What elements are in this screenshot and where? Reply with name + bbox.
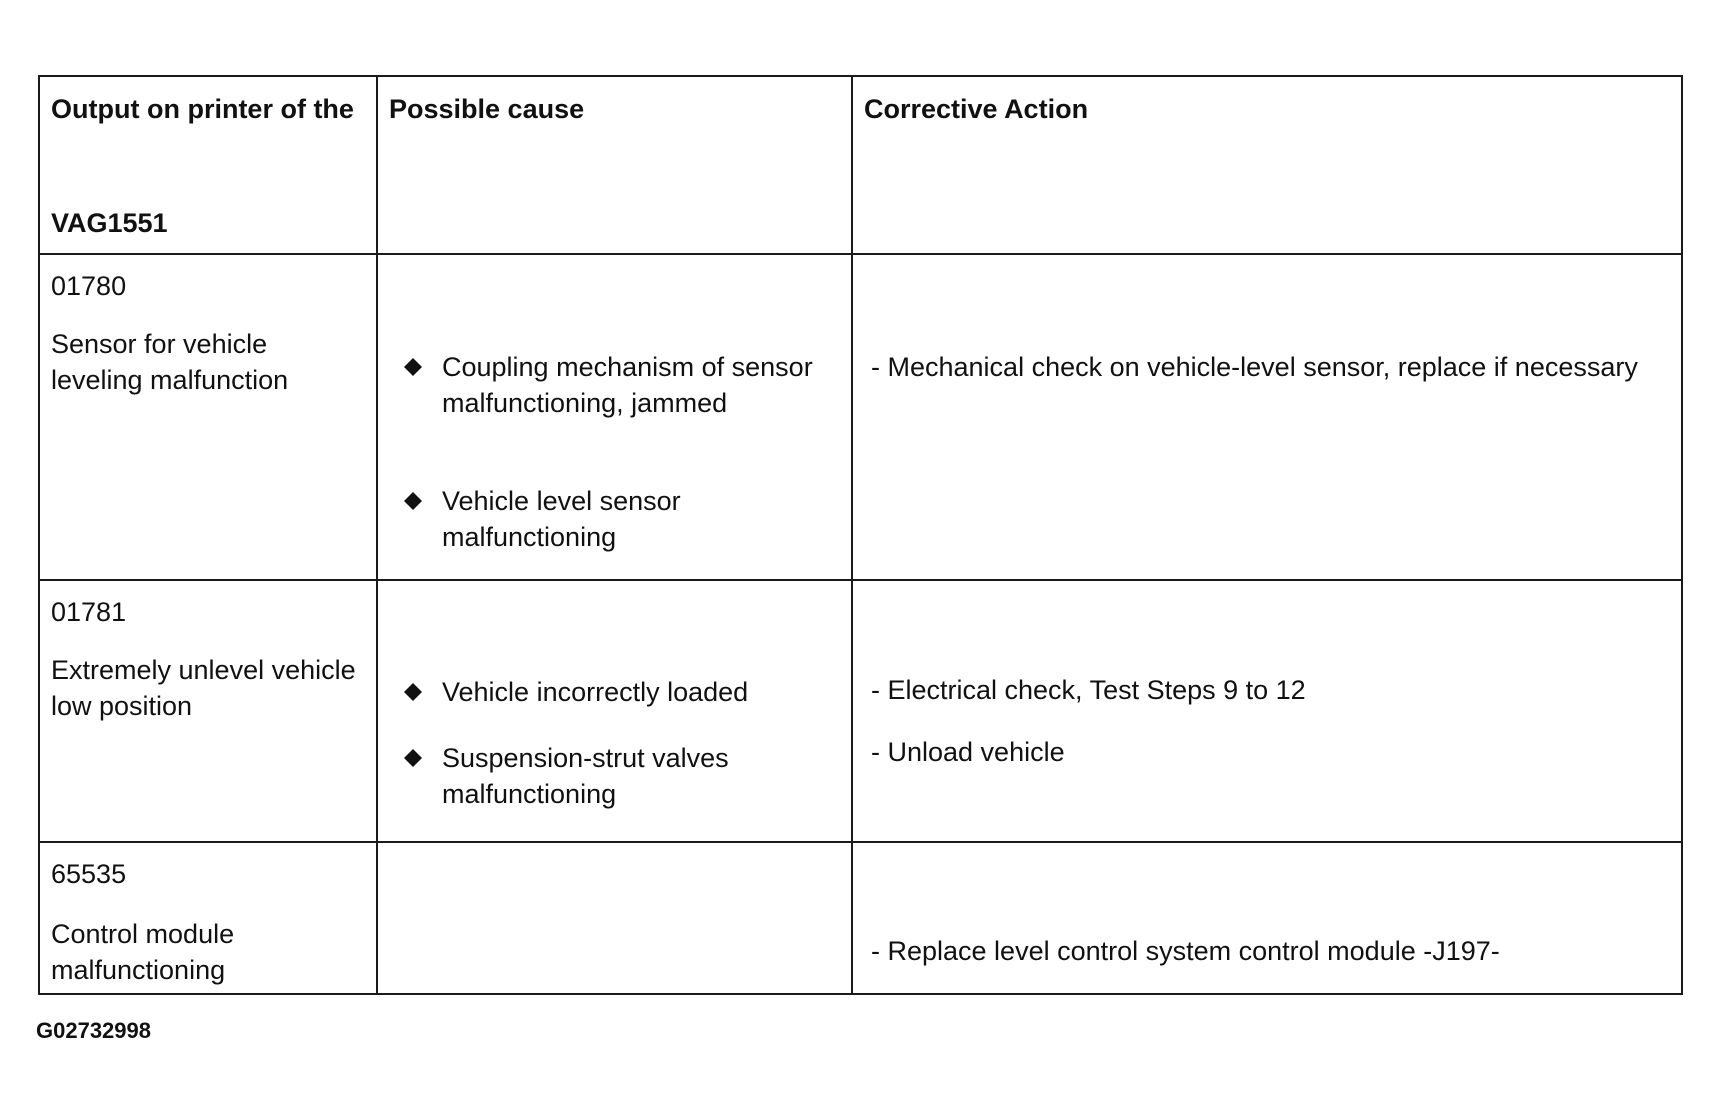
fault-description: Extremely unlevel vehicle low position	[51, 655, 356, 721]
cause-item	[400, 349, 841, 421]
fault-code: 01781	[51, 597, 127, 627]
cause-cell	[376, 581, 851, 841]
figure-id: G02732998	[36, 1018, 151, 1043]
header-cause-label: Possible cause	[389, 94, 585, 124]
code-cell	[40, 581, 376, 841]
action-text: - Replace level control system control module -J197-	[871, 936, 1500, 966]
table-header-row	[40, 77, 1681, 253]
header-cell-output	[40, 77, 376, 253]
action-text: - Electrical check, Test Steps 9 to 12	[871, 675, 1306, 705]
cause-text: Coupling mechanism of sensor malfunctioning, jammed	[442, 352, 813, 418]
header-cell-cause	[376, 77, 851, 253]
cause-item	[400, 483, 841, 555]
fault-code: 65535	[51, 859, 127, 889]
fault-code: 01780	[51, 271, 127, 301]
fault-description: Control module malfunctioning	[51, 919, 235, 985]
table-row	[40, 253, 1681, 579]
diamond-bullet-icon	[404, 358, 422, 376]
fault-description: Sensor for vehicle leveling malfunction	[51, 329, 289, 395]
cause-cell	[376, 255, 851, 579]
cause-text: Vehicle level sensor malfunctioning	[442, 486, 681, 552]
header-output-label: Output on printer of the	[51, 94, 354, 124]
cause-text: Vehicle incorrectly loaded	[442, 677, 749, 707]
code-cell	[40, 255, 376, 579]
action-text: - Unload vehicle	[871, 737, 1065, 767]
fault-code-table	[38, 75, 1683, 995]
header-output-model: VAG1551	[51, 208, 168, 238]
diamond-bullet-icon	[404, 492, 422, 510]
cause-item	[400, 674, 841, 710]
header-cell-action	[851, 77, 1681, 253]
code-cell	[40, 843, 376, 995]
header-action-label: Corrective Action	[864, 94, 1089, 124]
cause-text: Suspension-strut valves malfunctioning	[442, 743, 729, 809]
table-row	[40, 579, 1681, 841]
table-row	[40, 841, 1681, 995]
cause-cell	[376, 843, 851, 995]
action-cell	[851, 843, 1681, 995]
cause-item	[400, 740, 841, 812]
action-cell	[851, 581, 1681, 841]
action-cell	[851, 255, 1681, 579]
diamond-bullet-icon	[404, 683, 422, 701]
diamond-bullet-icon	[404, 749, 422, 767]
action-text: - Mechanical check on vehicle-level sensor, replace if necessary	[871, 352, 1638, 382]
